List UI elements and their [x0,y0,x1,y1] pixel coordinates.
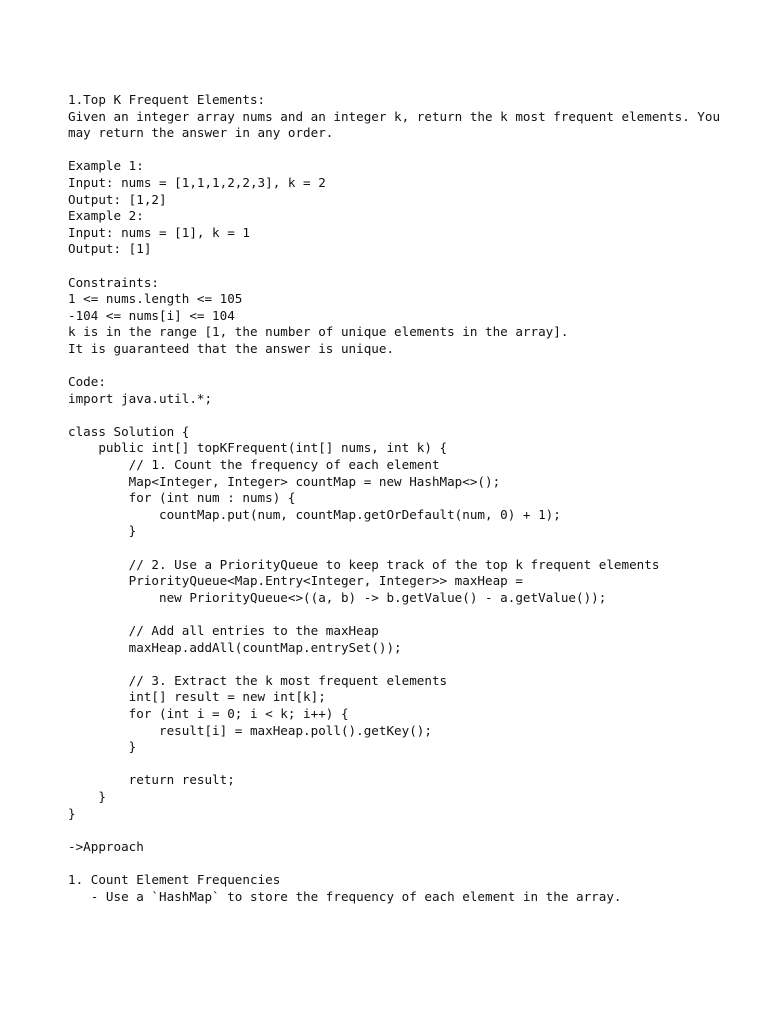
code-line: } [68,739,137,755]
problem-description-line-1: Given an integer array nums and an integer k, return the k most frequent elements. You [68,108,721,124]
code-line: return result; [68,772,235,788]
blank-line [68,258,728,275]
code-line [68,656,728,673]
code-line: result[i] = maxHeap.poll().getKey(); [68,722,432,738]
code-line: countMap.put(num, countMap.getOrDefault(num, 0) + 1); [68,506,561,522]
example-1-output: Output: [1,2] [68,191,167,207]
code-line: for (int i = 0; i < k; i++) { [68,705,349,721]
blank-line [68,855,728,872]
example-1-input: Input: nums = [1,1,1,2,2,3], k = 2 [68,174,326,190]
code-line: // 3. Extract the k most frequent elements [68,672,448,688]
code-line: public int[] topKFrequent(int[] nums, int k) { [68,440,448,456]
code-line: PriorityQueue<Map.Entry<Integer, Integer>> maxHeap = [68,573,523,589]
constraint-line: k is in the range [1, the number of unique elements in the array]. [68,324,569,340]
approach-step-1-detail: - Use a `HashMap` to store the frequency of each element in the array. [68,888,622,904]
example-2-output: Output: [1] [68,241,152,257]
constraint-line: 1 <= nums.length <= 105 [68,291,243,307]
example-2-heading: Example 2: [68,208,144,224]
constraint-line: -104 <= nums[i] <= 104 [68,307,235,323]
code-line [68,540,728,557]
code-line [68,606,728,623]
code-line [68,756,728,773]
code-line: } [68,788,106,804]
code-line: new PriorityQueue<>((a, b) -> b.getValue() - a.getValue()); [68,589,607,605]
constraints-heading: Constraints: [68,274,159,290]
approach-step-1-heading: 1. Count Element Frequencies [68,871,281,887]
code-line: import java.util.*; [68,390,213,406]
blank-line [68,822,728,839]
code-line: // 2. Use a PriorityQueue to keep track of the top k frequent elements [68,556,660,572]
code-line [68,407,728,424]
code-line: } [68,805,76,821]
blank-line [68,358,728,375]
approach-heading: ->Approach [68,838,144,854]
code-line: int[] result = new int[k]; [68,689,326,705]
example-1-heading: Example 1: [68,158,144,174]
constraint-line: It is guaranteed that the answer is unique. [68,340,395,356]
code-line: Map<Integer, Integer> countMap = new HashMap<>(); [68,473,501,489]
code-heading: Code: [68,374,106,390]
document-body [68,92,728,905]
code-line: } [68,523,137,539]
code-line: // Add all entries to the maxHeap [68,623,379,638]
problem-description-line-2: may return the answer in any order. [68,125,334,141]
example-2-input: Input: nums = [1], k = 1 [68,224,250,240]
code-line: class Solution { [68,423,190,439]
code-line: maxHeap.addAll(countMap.entrySet()); [68,639,402,655]
blank-line [68,142,728,159]
problem-title: 1.Top K Frequent Elements: [68,92,266,107]
code-line: for (int num : nums) { [68,490,296,506]
code-line: // 1. Count the frequency of each element [68,457,440,473]
